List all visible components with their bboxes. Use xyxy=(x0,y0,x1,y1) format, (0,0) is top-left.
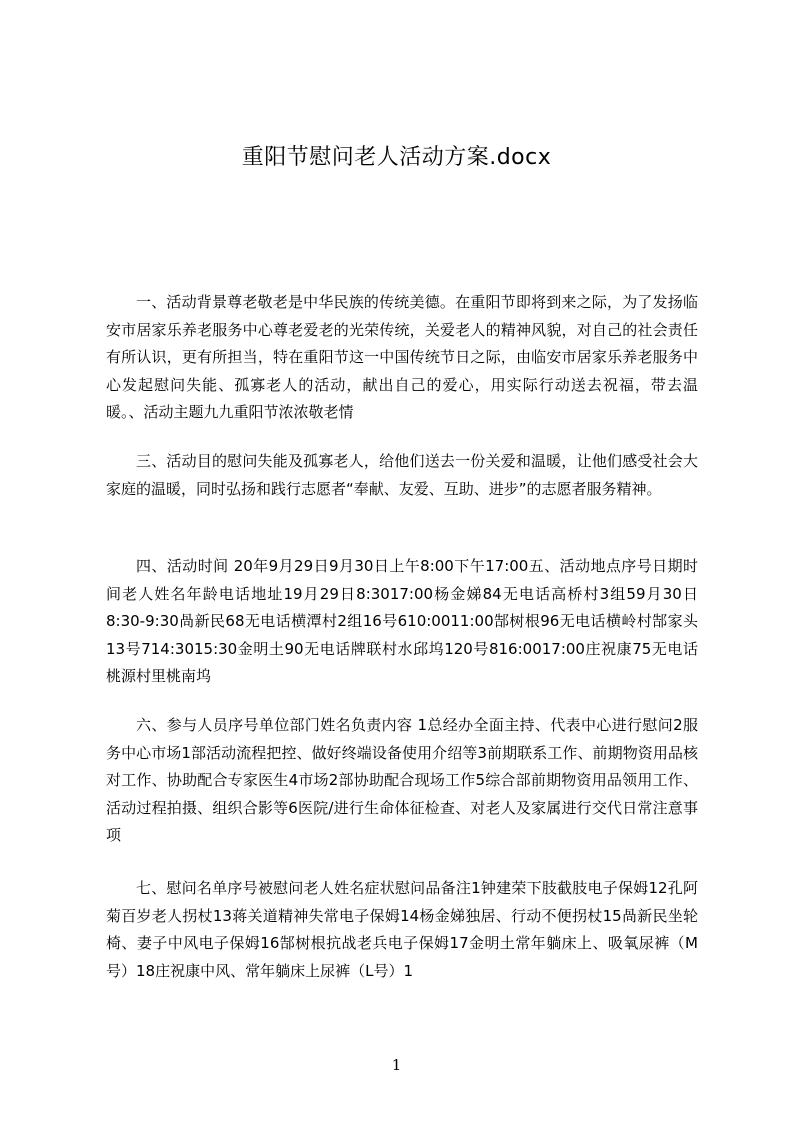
page-number: 1 xyxy=(391,1056,402,1074)
paragraph-purpose: 三、活动目的慰问失能及孤寡老人，给他们送去一份关爱和温暖，让他们感受社会大家庭的温暖，同时弘扬和践行志愿者“奉献、友爱、互助、进步”的志愿者服务精神。 xyxy=(106,452,698,498)
paragraph-participants: 六、参与人员序号单位部门姓名负责内容 1总经办全面主持、代表中心进行慰问2服务中心市场1部活动流程把控、做好终端设备使用介绍等3前期联系工作、前期物资用品核对工作、协助配合专家医生4市场2部协助配合现场工作5综合部前期物资用品领用工作、活动过程拍摄、组织合影等6医院/进行生命体征检查、对老人及家属进行交代日常注意事项 xyxy=(106,716,698,844)
paragraph-time-location: 四、活动时间 20年9月29日9月30日上午8:00下午17:00五、活动地点序号日期时间老人姓名年龄电话地址19月29日8:3017:00杨金娣84无电话高桥村3组59月30日8:30-9:30咼新民68无电话横潭村2组16号610:0011:00郜树根96无电话横岭村郜家头13号714:3015:30金明土90无电话牌联村水邱坞120号816:0017:00庄祝康75无电话桃源村里桃南坞 xyxy=(106,557,698,685)
document-title: 重阳节慰问老人活动方案.docx xyxy=(241,145,552,170)
paragraph-visit-list: 七、慰问名单序号被慰问老人姓名症状慰问品备注1钟建荣下肢截肢电子保姆12孔阿菊百岁老人拐杖13蒋关道精神失常电子保姆14杨金娣独居、行动不便拐杖15咼新民坐轮椅、妻子中风电子保姆16郜树根抗战老兵电子保姆17金明土常年躺床上、吸氧尿裤（M号）18庄祝康中风、常年躺床上尿裤（L号）1 xyxy=(106,879,698,980)
paragraph-background: 一、活动背景尊老敬老是中华民族的传统美德。在重阳节即将到来之际，为了发扬临安市居家乐养老服务中心尊老爱老的光荣传统，关爱老人的精神风貌，对自己的社会责任有所认识，更有所担当，特在重阳节这一中国传统节日之际，由临安市居家乐养老服务中心发起慰问失能、孤寡老人的活动，献出自己的爱心，用实际行动送去祝福，带去温暖。、活动主题九九重阳节浓浓敬老情 xyxy=(106,293,698,421)
